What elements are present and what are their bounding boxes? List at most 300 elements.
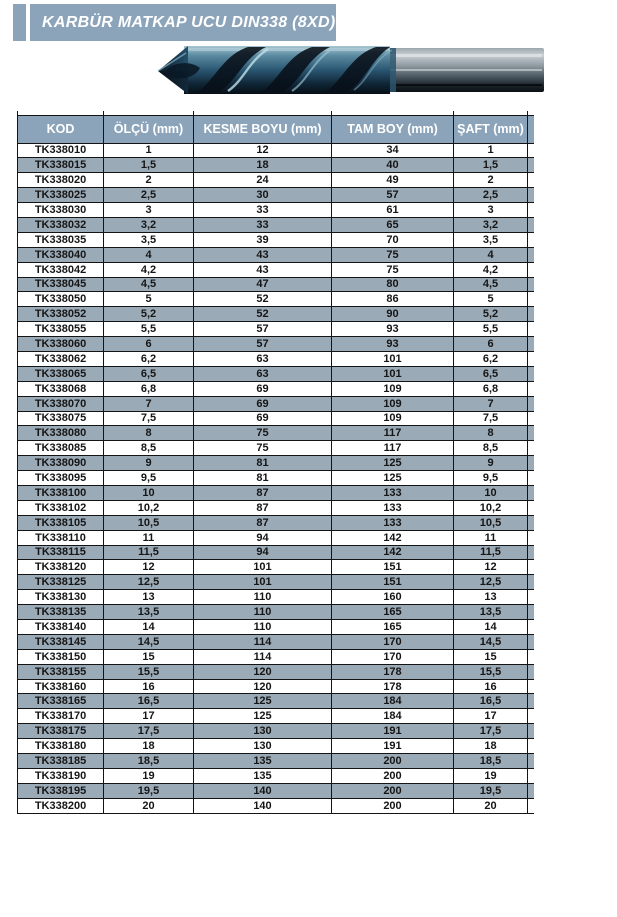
table-row bbox=[18, 351, 534, 366]
header-row bbox=[18, 115, 534, 143]
cell-tam-boy-mm: 75 bbox=[332, 247, 454, 262]
cell-tam-boy-mm: 191 bbox=[332, 739, 454, 754]
row-overhang bbox=[528, 485, 534, 500]
cell-kod: TK338195 bbox=[18, 783, 104, 798]
cell-saft-mm: 6,5 bbox=[454, 366, 528, 381]
cell-tam-boy-mm: 142 bbox=[332, 545, 454, 560]
cell-kesme-boyu-mm: 52 bbox=[194, 307, 332, 322]
spec-table bbox=[17, 111, 534, 814]
table-row bbox=[18, 337, 534, 352]
row-overhang bbox=[528, 575, 534, 590]
row-overhang bbox=[528, 232, 534, 247]
cell-kesme-boyu-mm: 81 bbox=[194, 456, 332, 471]
table-row bbox=[18, 307, 534, 322]
cell-kesme-boyu-mm: 43 bbox=[194, 262, 332, 277]
table-row bbox=[18, 485, 534, 500]
row-overhang bbox=[528, 337, 534, 352]
cell-kod: TK338042 bbox=[18, 262, 104, 277]
cell-olcu-mm: 10 bbox=[104, 485, 194, 500]
cell-saft-mm: 8,5 bbox=[454, 441, 528, 456]
cell-olcu-mm: 16 bbox=[104, 679, 194, 694]
cell-olcu-mm: 4,2 bbox=[104, 262, 194, 277]
row-overhang bbox=[528, 456, 534, 471]
cell-tam-boy-mm: 109 bbox=[332, 396, 454, 411]
cell-olcu-mm: 17,5 bbox=[104, 724, 194, 739]
table-row bbox=[18, 515, 534, 530]
cell-olcu-mm: 7,5 bbox=[104, 411, 194, 426]
row-overhang bbox=[528, 143, 534, 158]
row-overhang bbox=[528, 649, 534, 664]
cell-olcu-mm: 10,2 bbox=[104, 500, 194, 515]
cell-tam-boy-mm: 65 bbox=[332, 217, 454, 232]
cell-olcu-mm: 1 bbox=[104, 143, 194, 158]
cell-tam-boy-mm: 80 bbox=[332, 277, 454, 292]
cell-tam-boy-mm: 109 bbox=[332, 411, 454, 426]
table-row bbox=[18, 634, 534, 649]
cell-kod: TK338060 bbox=[18, 337, 104, 352]
cell-tam-boy-mm: 117 bbox=[332, 426, 454, 441]
cell-saft-mm: 19 bbox=[454, 768, 528, 783]
cell-kesme-boyu-mm: 39 bbox=[194, 232, 332, 247]
cell-kesme-boyu-mm: 140 bbox=[194, 798, 332, 813]
cell-tam-boy-mm: 191 bbox=[332, 724, 454, 739]
cell-kesme-boyu-mm: 63 bbox=[194, 366, 332, 381]
cell-saft-mm: 3 bbox=[454, 203, 528, 218]
cell-olcu-mm: 18 bbox=[104, 739, 194, 754]
cell-tam-boy-mm: 142 bbox=[332, 530, 454, 545]
cell-tam-boy-mm: 200 bbox=[332, 783, 454, 798]
cell-kod: TK338190 bbox=[18, 768, 104, 783]
cell-olcu-mm: 9,5 bbox=[104, 471, 194, 486]
table-row bbox=[18, 798, 534, 813]
cell-saft-mm: 4,2 bbox=[454, 262, 528, 277]
cell-kod: TK338165 bbox=[18, 694, 104, 709]
cell-kesme-boyu-mm: 12 bbox=[194, 143, 332, 158]
table-row bbox=[18, 620, 534, 635]
cell-saft-mm: 20 bbox=[454, 798, 528, 813]
cell-tam-boy-mm: 90 bbox=[332, 307, 454, 322]
cell-kod: TK338180 bbox=[18, 739, 104, 754]
cell-kod: TK338155 bbox=[18, 664, 104, 679]
cell-kesme-boyu-mm: 87 bbox=[194, 485, 332, 500]
cell-tam-boy-mm: 160 bbox=[332, 590, 454, 605]
cell-saft-mm: 1,5 bbox=[454, 158, 528, 173]
cell-olcu-mm: 8,5 bbox=[104, 441, 194, 456]
table-row bbox=[18, 545, 534, 560]
cell-tam-boy-mm: 57 bbox=[332, 188, 454, 203]
cell-olcu-mm: 11 bbox=[104, 530, 194, 545]
cell-saft-mm: 17 bbox=[454, 709, 528, 724]
cell-kod: TK338035 bbox=[18, 232, 104, 247]
cell-kod: TK338130 bbox=[18, 590, 104, 605]
cell-saft-mm: 15 bbox=[454, 649, 528, 664]
cell-tam-boy-mm: 101 bbox=[332, 351, 454, 366]
cell-olcu-mm: 2,5 bbox=[104, 188, 194, 203]
cell-tam-boy-mm: 93 bbox=[332, 337, 454, 352]
row-overhang bbox=[528, 620, 534, 635]
column-header-kod: KOD bbox=[18, 115, 104, 143]
cell-kesme-boyu-mm: 81 bbox=[194, 471, 332, 486]
cell-kod: TK338065 bbox=[18, 366, 104, 381]
cell-kesme-boyu-mm: 94 bbox=[194, 545, 332, 560]
cell-kesme-boyu-mm: 69 bbox=[194, 381, 332, 396]
cell-olcu-mm: 5,5 bbox=[104, 322, 194, 337]
cell-kod: TK338075 bbox=[18, 411, 104, 426]
cell-kesme-boyu-mm: 110 bbox=[194, 590, 332, 605]
table-row bbox=[18, 426, 534, 441]
cell-olcu-mm: 19 bbox=[104, 768, 194, 783]
cell-tam-boy-mm: 170 bbox=[332, 634, 454, 649]
cell-tam-boy-mm: 93 bbox=[332, 322, 454, 337]
page-title: KARBÜR MATKAP UCU DIN338 (8XD) bbox=[42, 13, 336, 31]
cell-olcu-mm: 10,5 bbox=[104, 515, 194, 530]
cell-kesme-boyu-mm: 52 bbox=[194, 292, 332, 307]
table-row bbox=[18, 247, 534, 262]
cell-tam-boy-mm: 133 bbox=[332, 485, 454, 500]
table-row bbox=[18, 679, 534, 694]
cell-kod: TK338175 bbox=[18, 724, 104, 739]
table-row bbox=[18, 575, 534, 590]
cell-kod: TK338062 bbox=[18, 351, 104, 366]
cell-tam-boy-mm: 178 bbox=[332, 679, 454, 694]
cell-saft-mm: 9,5 bbox=[454, 471, 528, 486]
cell-kod: TK338025 bbox=[18, 188, 104, 203]
cell-kesme-boyu-mm: 47 bbox=[194, 277, 332, 292]
cell-kod: TK338120 bbox=[18, 560, 104, 575]
cell-saft-mm: 14 bbox=[454, 620, 528, 635]
cell-saft-mm: 7,5 bbox=[454, 411, 528, 426]
cell-saft-mm: 5 bbox=[454, 292, 528, 307]
table-row bbox=[18, 217, 534, 232]
cell-saft-mm: 19,5 bbox=[454, 783, 528, 798]
table-row bbox=[18, 441, 534, 456]
table-row bbox=[18, 471, 534, 486]
cell-kesme-boyu-mm: 110 bbox=[194, 620, 332, 635]
cell-tam-boy-mm: 109 bbox=[332, 381, 454, 396]
section-banner bbox=[30, 4, 336, 41]
cell-olcu-mm: 16,5 bbox=[104, 694, 194, 709]
cell-tam-boy-mm: 200 bbox=[332, 754, 454, 769]
cell-kod: TK338090 bbox=[18, 456, 104, 471]
row-overhang bbox=[528, 158, 534, 173]
row-overhang bbox=[528, 203, 534, 218]
cell-olcu-mm: 9 bbox=[104, 456, 194, 471]
cell-kesme-boyu-mm: 87 bbox=[194, 515, 332, 530]
cell-kod: TK338160 bbox=[18, 679, 104, 694]
cell-tam-boy-mm: 49 bbox=[332, 173, 454, 188]
cell-olcu-mm: 6,2 bbox=[104, 351, 194, 366]
row-overhang bbox=[528, 545, 534, 560]
cell-saft-mm: 9 bbox=[454, 456, 528, 471]
cell-tam-boy-mm: 125 bbox=[332, 471, 454, 486]
cell-kod: TK338020 bbox=[18, 173, 104, 188]
row-overhang bbox=[528, 262, 534, 277]
table-row bbox=[18, 754, 534, 769]
table-row bbox=[18, 724, 534, 739]
cell-kod: TK338045 bbox=[18, 277, 104, 292]
row-overhang bbox=[528, 426, 534, 441]
cell-kesme-boyu-mm: 33 bbox=[194, 217, 332, 232]
row-overhang bbox=[528, 366, 534, 381]
cell-kod: TK338105 bbox=[18, 515, 104, 530]
cell-saft-mm: 13,5 bbox=[454, 605, 528, 620]
column-header-tam-boy-mm: TAM BOY (mm) bbox=[332, 115, 454, 143]
banner-accent-bar bbox=[13, 4, 26, 41]
table-row bbox=[18, 664, 534, 679]
table-row bbox=[18, 590, 534, 605]
cell-saft-mm: 5,2 bbox=[454, 307, 528, 322]
cell-kesme-boyu-mm: 75 bbox=[194, 426, 332, 441]
cell-saft-mm: 16,5 bbox=[454, 694, 528, 709]
cell-saft-mm: 7 bbox=[454, 396, 528, 411]
cell-olcu-mm: 14,5 bbox=[104, 634, 194, 649]
cell-saft-mm: 16 bbox=[454, 679, 528, 694]
table-row bbox=[18, 277, 534, 292]
table-row bbox=[18, 530, 534, 545]
cell-kod: TK338070 bbox=[18, 396, 104, 411]
table-row bbox=[18, 143, 534, 158]
cell-olcu-mm: 15,5 bbox=[104, 664, 194, 679]
cell-kesme-boyu-mm: 69 bbox=[194, 396, 332, 411]
row-overhang bbox=[528, 530, 534, 545]
cell-kod: TK338170 bbox=[18, 709, 104, 724]
row-overhang bbox=[528, 500, 534, 515]
cell-saft-mm: 12 bbox=[454, 560, 528, 575]
cell-olcu-mm: 6,8 bbox=[104, 381, 194, 396]
cell-kesme-boyu-mm: 125 bbox=[194, 694, 332, 709]
cell-kod: TK338115 bbox=[18, 545, 104, 560]
cell-kesme-boyu-mm: 114 bbox=[194, 649, 332, 664]
cell-saft-mm: 2,5 bbox=[454, 188, 528, 203]
cell-saft-mm: 11 bbox=[454, 530, 528, 545]
cell-kod: TK338125 bbox=[18, 575, 104, 590]
cell-kesme-boyu-mm: 75 bbox=[194, 441, 332, 456]
cell-saft-mm: 5,5 bbox=[454, 322, 528, 337]
cell-tam-boy-mm: 34 bbox=[332, 143, 454, 158]
cell-tam-boy-mm: 165 bbox=[332, 605, 454, 620]
cell-kod: TK338068 bbox=[18, 381, 104, 396]
row-overhang bbox=[528, 634, 534, 649]
cell-kod: TK338110 bbox=[18, 530, 104, 545]
cell-tam-boy-mm: 86 bbox=[332, 292, 454, 307]
cell-kesme-boyu-mm: 94 bbox=[194, 530, 332, 545]
cell-olcu-mm: 5,2 bbox=[104, 307, 194, 322]
cell-saft-mm: 10 bbox=[454, 485, 528, 500]
row-overhang bbox=[528, 381, 534, 396]
column-header-olcu-mm: ÖLÇÜ (mm) bbox=[104, 115, 194, 143]
row-overhang bbox=[528, 709, 534, 724]
cell-tam-boy-mm: 61 bbox=[332, 203, 454, 218]
cell-saft-mm: 18,5 bbox=[454, 754, 528, 769]
cell-olcu-mm: 13,5 bbox=[104, 605, 194, 620]
row-overhang bbox=[528, 173, 534, 188]
row-overhang bbox=[528, 768, 534, 783]
cell-saft-mm: 6,8 bbox=[454, 381, 528, 396]
table-row bbox=[18, 203, 534, 218]
cell-tam-boy-mm: 200 bbox=[332, 768, 454, 783]
table-row bbox=[18, 366, 534, 381]
cell-saft-mm: 4,5 bbox=[454, 277, 528, 292]
cell-tam-boy-mm: 184 bbox=[332, 694, 454, 709]
row-overhang bbox=[528, 188, 534, 203]
cell-olcu-mm: 17 bbox=[104, 709, 194, 724]
cell-kod: TK338085 bbox=[18, 441, 104, 456]
cell-kod: TK338145 bbox=[18, 634, 104, 649]
cell-olcu-mm: 4 bbox=[104, 247, 194, 262]
table-row bbox=[18, 411, 534, 426]
cell-olcu-mm: 6,5 bbox=[104, 366, 194, 381]
cell-tam-boy-mm: 178 bbox=[332, 664, 454, 679]
cell-olcu-mm: 7 bbox=[104, 396, 194, 411]
cell-olcu-mm: 12 bbox=[104, 560, 194, 575]
row-overhang bbox=[528, 724, 534, 739]
row-overhang bbox=[528, 605, 534, 620]
cell-tam-boy-mm: 151 bbox=[332, 575, 454, 590]
table-row bbox=[18, 381, 534, 396]
cell-olcu-mm: 2 bbox=[104, 173, 194, 188]
cell-saft-mm: 18 bbox=[454, 739, 528, 754]
cell-saft-mm: 1 bbox=[454, 143, 528, 158]
row-overhang bbox=[528, 396, 534, 411]
cell-saft-mm: 14,5 bbox=[454, 634, 528, 649]
table-row bbox=[18, 709, 534, 724]
cell-saft-mm: 15,5 bbox=[454, 664, 528, 679]
cell-tam-boy-mm: 170 bbox=[332, 649, 454, 664]
cell-saft-mm: 3,5 bbox=[454, 232, 528, 247]
row-overhang bbox=[528, 798, 534, 813]
cell-olcu-mm: 19,5 bbox=[104, 783, 194, 798]
cell-kesme-boyu-mm: 120 bbox=[194, 664, 332, 679]
table-row bbox=[18, 396, 534, 411]
table-row bbox=[18, 605, 534, 620]
cell-kesme-boyu-mm: 114 bbox=[194, 634, 332, 649]
cell-olcu-mm: 4,5 bbox=[104, 277, 194, 292]
cell-olcu-mm: 8 bbox=[104, 426, 194, 441]
row-overhang bbox=[528, 322, 534, 337]
cell-saft-mm: 12,5 bbox=[454, 575, 528, 590]
table-row bbox=[18, 560, 534, 575]
cell-kesme-boyu-mm: 130 bbox=[194, 739, 332, 754]
cell-tam-boy-mm: 101 bbox=[332, 366, 454, 381]
column-header-kesme-boyu-mm: KESME BOYU (mm) bbox=[194, 115, 332, 143]
row-overhang bbox=[528, 411, 534, 426]
row-overhang bbox=[528, 590, 534, 605]
table-row bbox=[18, 292, 534, 307]
cell-kod: TK338015 bbox=[18, 158, 104, 173]
cell-tam-boy-mm: 165 bbox=[332, 620, 454, 635]
cell-saft-mm: 6,2 bbox=[454, 351, 528, 366]
row-overhang bbox=[528, 307, 534, 322]
cell-tam-boy-mm: 75 bbox=[332, 262, 454, 277]
cell-olcu-mm: 3,2 bbox=[104, 217, 194, 232]
cell-saft-mm: 8 bbox=[454, 426, 528, 441]
cell-saft-mm: 10,2 bbox=[454, 500, 528, 515]
cell-kod: TK338102 bbox=[18, 500, 104, 515]
cell-kesme-boyu-mm: 101 bbox=[194, 575, 332, 590]
cell-tam-boy-mm: 200 bbox=[332, 798, 454, 813]
table-row bbox=[18, 500, 534, 515]
cell-kod: TK338150 bbox=[18, 649, 104, 664]
cell-tam-boy-mm: 70 bbox=[332, 232, 454, 247]
cell-olcu-mm: 20 bbox=[104, 798, 194, 813]
row-overhang bbox=[528, 560, 534, 575]
cell-kesme-boyu-mm: 69 bbox=[194, 411, 332, 426]
table-row bbox=[18, 783, 534, 798]
cell-olcu-mm: 3,5 bbox=[104, 232, 194, 247]
cell-olcu-mm: 18,5 bbox=[104, 754, 194, 769]
row-overhang bbox=[528, 694, 534, 709]
cell-olcu-mm: 3 bbox=[104, 203, 194, 218]
row-overhang bbox=[528, 292, 534, 307]
cell-kesme-boyu-mm: 135 bbox=[194, 768, 332, 783]
cell-kod: TK338095 bbox=[18, 471, 104, 486]
table-row bbox=[18, 456, 534, 471]
cell-saft-mm: 10,5 bbox=[454, 515, 528, 530]
cell-tam-boy-mm: 184 bbox=[332, 709, 454, 724]
header-overhang bbox=[528, 115, 534, 143]
cell-kod: TK338140 bbox=[18, 620, 104, 635]
table-row bbox=[18, 158, 534, 173]
row-overhang bbox=[528, 739, 534, 754]
row-overhang bbox=[528, 217, 534, 232]
drill-bit-photo bbox=[156, 42, 548, 100]
cell-kesme-boyu-mm: 57 bbox=[194, 322, 332, 337]
row-overhang bbox=[528, 515, 534, 530]
cell-kod: TK338040 bbox=[18, 247, 104, 262]
cell-kesme-boyu-mm: 135 bbox=[194, 754, 332, 769]
row-overhang bbox=[528, 664, 534, 679]
row-overhang bbox=[528, 783, 534, 798]
cell-kesme-boyu-mm: 87 bbox=[194, 500, 332, 515]
cell-kesme-boyu-mm: 125 bbox=[194, 709, 332, 724]
cell-tam-boy-mm: 125 bbox=[332, 456, 454, 471]
table-row bbox=[18, 173, 534, 188]
table-row bbox=[18, 322, 534, 337]
cell-kod: TK338010 bbox=[18, 143, 104, 158]
table-row bbox=[18, 739, 534, 754]
cell-kod: TK338050 bbox=[18, 292, 104, 307]
cell-olcu-mm: 15 bbox=[104, 649, 194, 664]
cell-kesme-boyu-mm: 33 bbox=[194, 203, 332, 218]
cell-kesme-boyu-mm: 63 bbox=[194, 351, 332, 366]
table-row bbox=[18, 694, 534, 709]
cell-saft-mm: 3,2 bbox=[454, 217, 528, 232]
cell-tam-boy-mm: 40 bbox=[332, 158, 454, 173]
row-overhang bbox=[528, 754, 534, 769]
cell-tam-boy-mm: 133 bbox=[332, 500, 454, 515]
cell-kesme-boyu-mm: 30 bbox=[194, 188, 332, 203]
cell-kesme-boyu-mm: 120 bbox=[194, 679, 332, 694]
cell-kesme-boyu-mm: 140 bbox=[194, 783, 332, 798]
table-row bbox=[18, 188, 534, 203]
cell-olcu-mm: 5 bbox=[104, 292, 194, 307]
cell-saft-mm: 2 bbox=[454, 173, 528, 188]
cell-kod: TK338052 bbox=[18, 307, 104, 322]
cell-kesme-boyu-mm: 18 bbox=[194, 158, 332, 173]
cell-saft-mm: 17,5 bbox=[454, 724, 528, 739]
cell-kesme-boyu-mm: 57 bbox=[194, 337, 332, 352]
table-row bbox=[18, 649, 534, 664]
row-overhang bbox=[528, 247, 534, 262]
row-overhang bbox=[528, 277, 534, 292]
cell-kesme-boyu-mm: 24 bbox=[194, 173, 332, 188]
cell-saft-mm: 4 bbox=[454, 247, 528, 262]
row-overhang bbox=[528, 679, 534, 694]
cell-kesme-boyu-mm: 43 bbox=[194, 247, 332, 262]
table-row bbox=[18, 768, 534, 783]
cell-kesme-boyu-mm: 130 bbox=[194, 724, 332, 739]
cell-kod: TK338135 bbox=[18, 605, 104, 620]
